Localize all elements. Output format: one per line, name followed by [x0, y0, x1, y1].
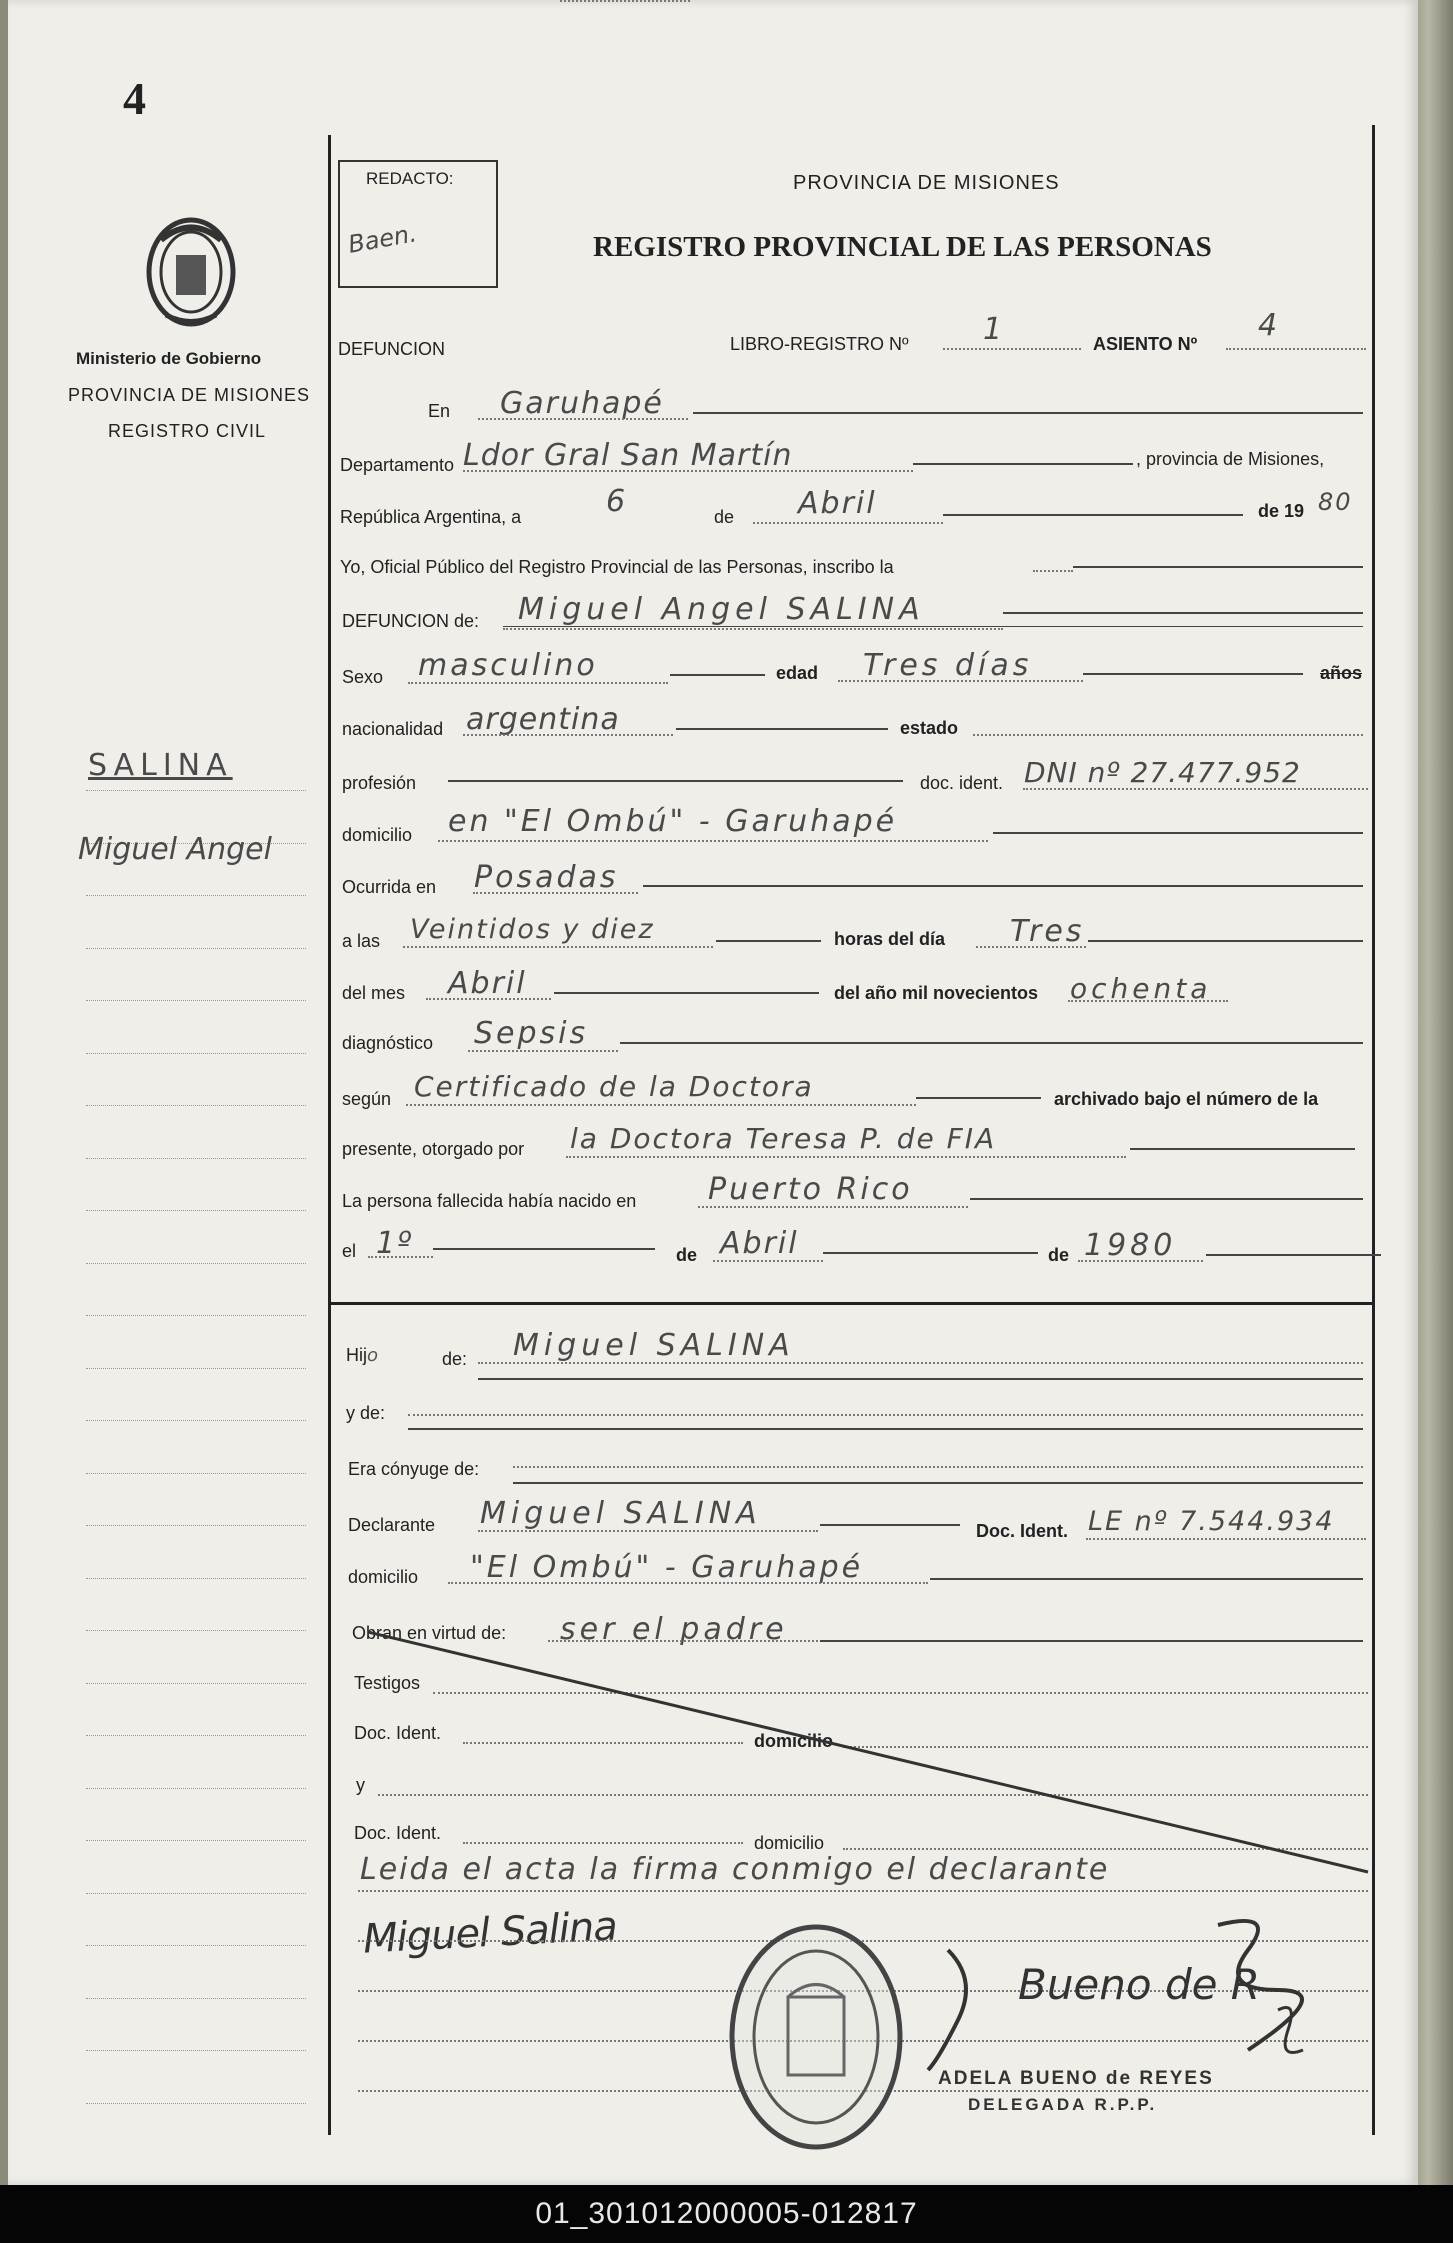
- footer-id-band: [0, 2185, 1453, 2243]
- conyuge-label: Era cónyuge de:: [348, 1459, 480, 1479]
- de3-label: de: [1048, 1245, 1070, 1265]
- asiento-value: 4: [1258, 308, 1280, 343]
- domicilio-label: domicilio: [342, 825, 413, 845]
- hijo-suffix: o: [367, 1345, 379, 1366]
- anio-label: de 19: [1258, 501, 1305, 521]
- departamento-label: Departamento: [340, 455, 455, 475]
- segun-label: según: [342, 1089, 392, 1109]
- redacto-label: REDACTO:: [366, 169, 454, 188]
- presente-value: la Doctora Teresa P. de FIA: [570, 1122, 997, 1155]
- yde-label: y de:: [346, 1403, 386, 1423]
- nac-mes-value: Abril: [720, 1226, 799, 1261]
- official-name: ADELA BUENO de REYES: [938, 2068, 1214, 2089]
- testigos-label: Testigos: [354, 1673, 421, 1693]
- diagnostico-label: diagnóstico: [342, 1033, 434, 1053]
- departamento-value: Ldor Gral San Martín: [463, 438, 793, 473]
- document-page: [8, 0, 1418, 2185]
- signature-flourish-icon: [918, 1910, 1338, 2090]
- declarante-label: Declarante: [348, 1515, 436, 1535]
- ministry-line-1: Ministerio de Gobierno: [76, 349, 262, 368]
- edad-value: Tres días: [863, 648, 1033, 683]
- hijo-prefix: Hij: [346, 1345, 367, 1365]
- declarante-doc-value: LE nº 7.544.934: [1088, 1506, 1335, 1537]
- testigo2-doc-label: Doc. Ident.: [354, 1823, 442, 1843]
- presente-label: presente, otorgado por: [342, 1139, 525, 1159]
- defuncion-de-label: DEFUNCION de:: [342, 611, 480, 631]
- obran-value: ser el padre: [560, 1612, 788, 1647]
- declarante-domicilio-label: domicilio: [348, 1567, 419, 1587]
- margin-given-names: Miguel Angel: [78, 832, 272, 867]
- padre-value: Miguel SALINA: [513, 1328, 795, 1363]
- page-number: 4: [123, 73, 146, 124]
- hijo-de-label: de:: [442, 1349, 468, 1369]
- sexo-label: Sexo: [342, 667, 384, 687]
- sexo-value: masculino: [418, 648, 598, 683]
- edad-label: edad: [776, 663, 819, 683]
- page-title: REGISTRO PROVINCIAL DE LAS PERSONAS: [593, 231, 1212, 263]
- margin-surname: SALINA: [88, 748, 233, 783]
- ministry-line-3: REGISTRO CIVIL: [108, 421, 267, 441]
- testigo2-domicilio-label: domicilio: [754, 1833, 825, 1853]
- book-edge: [1412, 0, 1453, 2243]
- doc-ident-label: doc. ident.: [920, 773, 1004, 793]
- declarante-signature: Miguel Salina: [361, 1903, 618, 1963]
- official-stamp-icon: [726, 1922, 906, 2152]
- official-title: DELEGADA R.P.P.: [968, 2095, 1158, 2114]
- ocurrida-label: Ocurrida en: [342, 877, 437, 897]
- delanio-value: ochenta: [1070, 972, 1212, 1005]
- libro-label: LIBRO-REGISTRO Nº: [730, 334, 909, 354]
- nacionalidad-value: argentina: [466, 702, 620, 737]
- libro-value: 1: [983, 312, 1005, 347]
- de-label: de: [714, 507, 735, 527]
- footer-id: 01_301012000005-012817: [535, 2197, 918, 2230]
- ministry-line-2: PROVINCIA DE MISIONES: [68, 385, 311, 405]
- testigo1-domicilio-label: domicilio: [754, 1731, 834, 1751]
- de2-label: de: [676, 1245, 698, 1265]
- horas-label: horas del día: [834, 929, 946, 949]
- nac-anio-value: 1980: [1084, 1228, 1177, 1263]
- header-province: PROVINCIA DE MISIONES: [793, 172, 1060, 194]
- defuncion-de-value: Miguel Angel SALINA: [518, 592, 925, 627]
- defuncion-label: DEFUNCION: [338, 339, 445, 359]
- alas-label: a las: [342, 931, 381, 951]
- domicilio-value: en "El Ombú" - Garuhapé: [448, 804, 898, 839]
- profesion-label: profesión: [342, 773, 417, 793]
- delanio-label: del año mil novecientos: [834, 983, 1039, 1003]
- delmes-label: del mes: [342, 983, 406, 1003]
- ocurrida-value: Posadas: [474, 860, 619, 895]
- closing-dots: [358, 1890, 1368, 1892]
- testigo-y-label: y: [356, 1775, 365, 1795]
- yo-text: Yo, Oficial Público del Registro Provincial de las Personas, inscribo la: [340, 557, 894, 577]
- el-value: 1º: [376, 1226, 414, 1261]
- archivado-label: archivado bajo el número de la: [1054, 1089, 1319, 1109]
- diagnostico-value: Sepsis: [474, 1016, 589, 1051]
- declarante-value: Miguel SALINA: [480, 1496, 762, 1531]
- el-label: el: [342, 1241, 357, 1261]
- closing-text: Leida el acta la firma conmigo el declarante: [360, 1852, 1110, 1887]
- anio-value: 80: [1318, 488, 1353, 516]
- alas-value: Veintidos y diez: [410, 914, 655, 945]
- nacionalidad-label: nacionalidad: [342, 719, 444, 739]
- mes-value: Abril: [798, 486, 877, 521]
- republica-label: República Argentina, a: [340, 507, 522, 527]
- provincia-label: , provincia de Misiones,: [1136, 449, 1325, 469]
- official-signature: Bueno de R: [1018, 1960, 1260, 2009]
- testigo1-doc-label: Doc. Ident.: [354, 1723, 442, 1743]
- horas-value: Tres: [1010, 914, 1085, 949]
- en-label: En: [428, 401, 451, 421]
- asiento-label: ASIENTO Nº: [1093, 334, 1198, 354]
- obran-label: Obran en virtud de:: [352, 1623, 507, 1643]
- nacido-label: La persona fallecida había nacido en: [342, 1191, 637, 1211]
- estado-label: estado: [900, 718, 959, 738]
- declarante-domicilio-value: "El Ombú" - Garuhapé: [470, 1550, 864, 1585]
- declarante-doc-label: Doc. Ident.: [976, 1521, 1069, 1541]
- redacto-initials: Baen.: [346, 219, 419, 259]
- anos-label: años: [1320, 663, 1363, 683]
- nacido-value: Puerto Rico: [708, 1172, 913, 1207]
- segun-value: Certificado de la Doctora: [414, 1070, 814, 1103]
- dia-value: 6: [606, 484, 628, 519]
- en-value: Garuhapé: [500, 386, 664, 421]
- doc-ident-value: DNI nº 27.477.952: [1024, 756, 1301, 789]
- delmes-value: Abril: [448, 966, 527, 1001]
